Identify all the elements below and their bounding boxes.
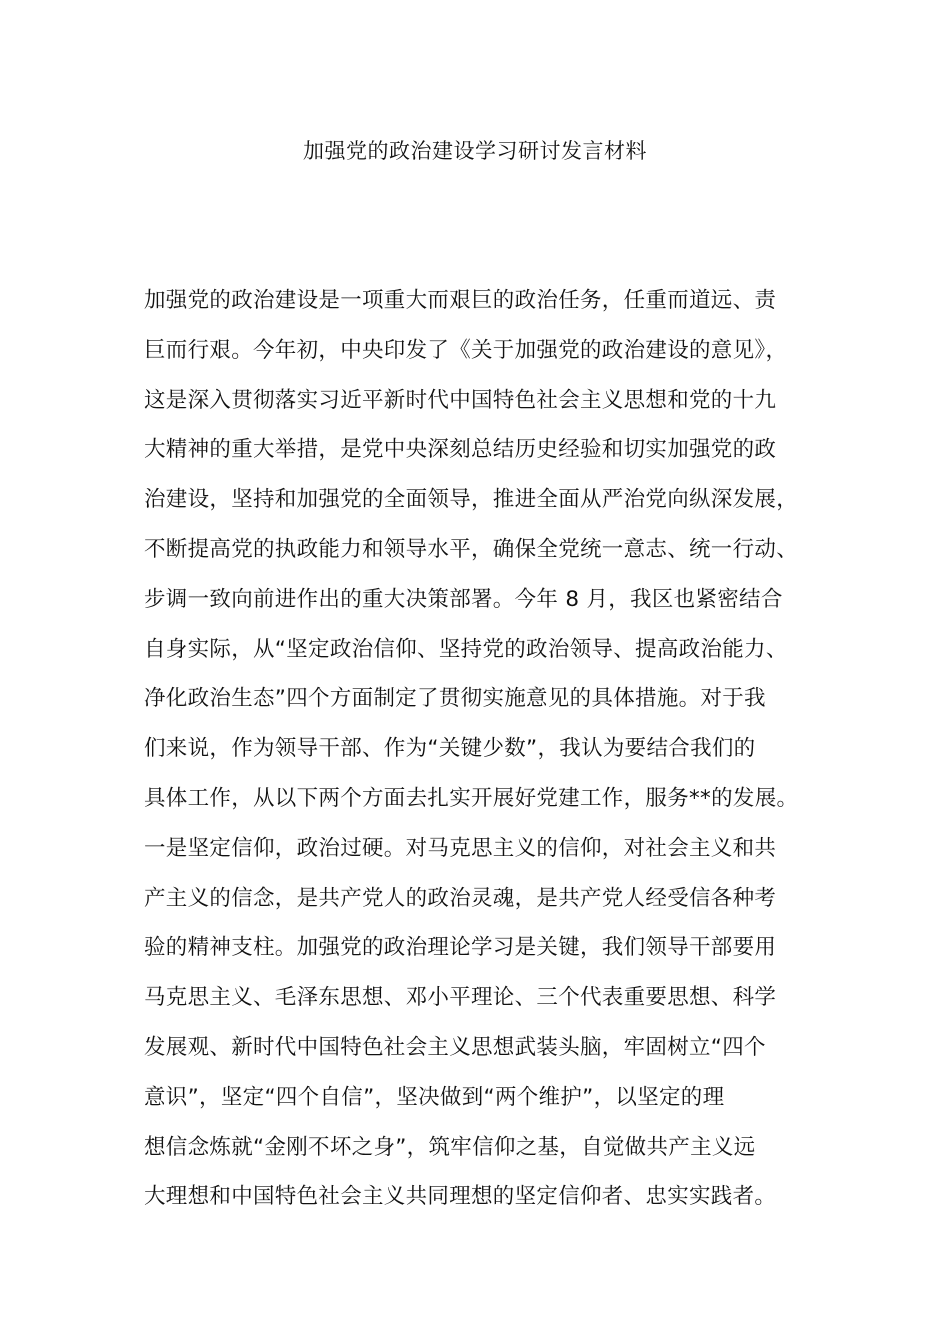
body-line: 想信念炼就“金刚不坏之身”，筑牢信仰之基，自觉做共产主义远: [144, 1134, 756, 1160]
body-line: 净化政治生态”四个方面制定了贯彻实施意见的具体措施。对于我: [144, 686, 766, 712]
body-line: 大理想和中国特色社会主义共同理想的坚定信仰者、忠实实践者。: [144, 1184, 777, 1210]
body-line: 验的精神支柱。加强党的政治理论学习是关键，我们领导干部要用: [144, 935, 777, 961]
body-line: 自身实际，从“坚定政治信仰、坚持党的政治领导、提高政治能力、: [144, 636, 788, 662]
body-line: 加强党的政治建设是一项重大而艰巨的政治任务，任重而道远、责: [144, 288, 777, 313]
body-line: 一是坚定信仰，政治过硬。对马克思主义的信仰，对社会主义和共: [144, 835, 777, 861]
body-line: 发展观、新时代中国特色社会主义思想武装头脑，牢固树立“四个: [144, 1034, 766, 1060]
body-line: 产主义的信念，是共产党人的政治灵魂，是共产党人经受信各种考: [144, 885, 777, 911]
body-line: 巨而行艰。今年初，中央印发了《关于加强党的政治建设的意见》，: [144, 337, 788, 363]
body-line: 大精神的重大举措，是党中央深刻总结历史经验和切实加强党的政: [144, 437, 777, 463]
body-line: 步调一致向前进作出的重大决策部署。今年 8 月，我区也紧密结合: [144, 586, 783, 612]
document-title: 加强党的政治建设学习研讨发言材料: [303, 139, 647, 163]
document-body: [144, 276, 844, 1222]
body-line: 不断提高党的执政能力和领导水平，确保全党统一意志、统一行动、: [144, 536, 799, 562]
body-line: 具体工作，从以下两个方面去扎实开展好党建工作，服务**的发展。: [144, 785, 799, 811]
body-line: 意识”，坚定“四个自信”，坚决做到“两个维护”，以坚定的理: [144, 1084, 725, 1110]
body-line: 治建设，坚持和加强党的全面领导，推进全面从严治党向纵深发展，: [144, 487, 799, 513]
body-line: 们来说，作为领导干部、作为“关键少数”，我认为要结合我们的: [144, 736, 756, 762]
body-line: 这是深入贯彻落实习近平新时代中国特色社会主义思想和党的十九: [144, 387, 777, 413]
body-line: 马克思主义、毛泽东思想、邓小平理论、三个代表重要思想、科学: [144, 985, 777, 1011]
